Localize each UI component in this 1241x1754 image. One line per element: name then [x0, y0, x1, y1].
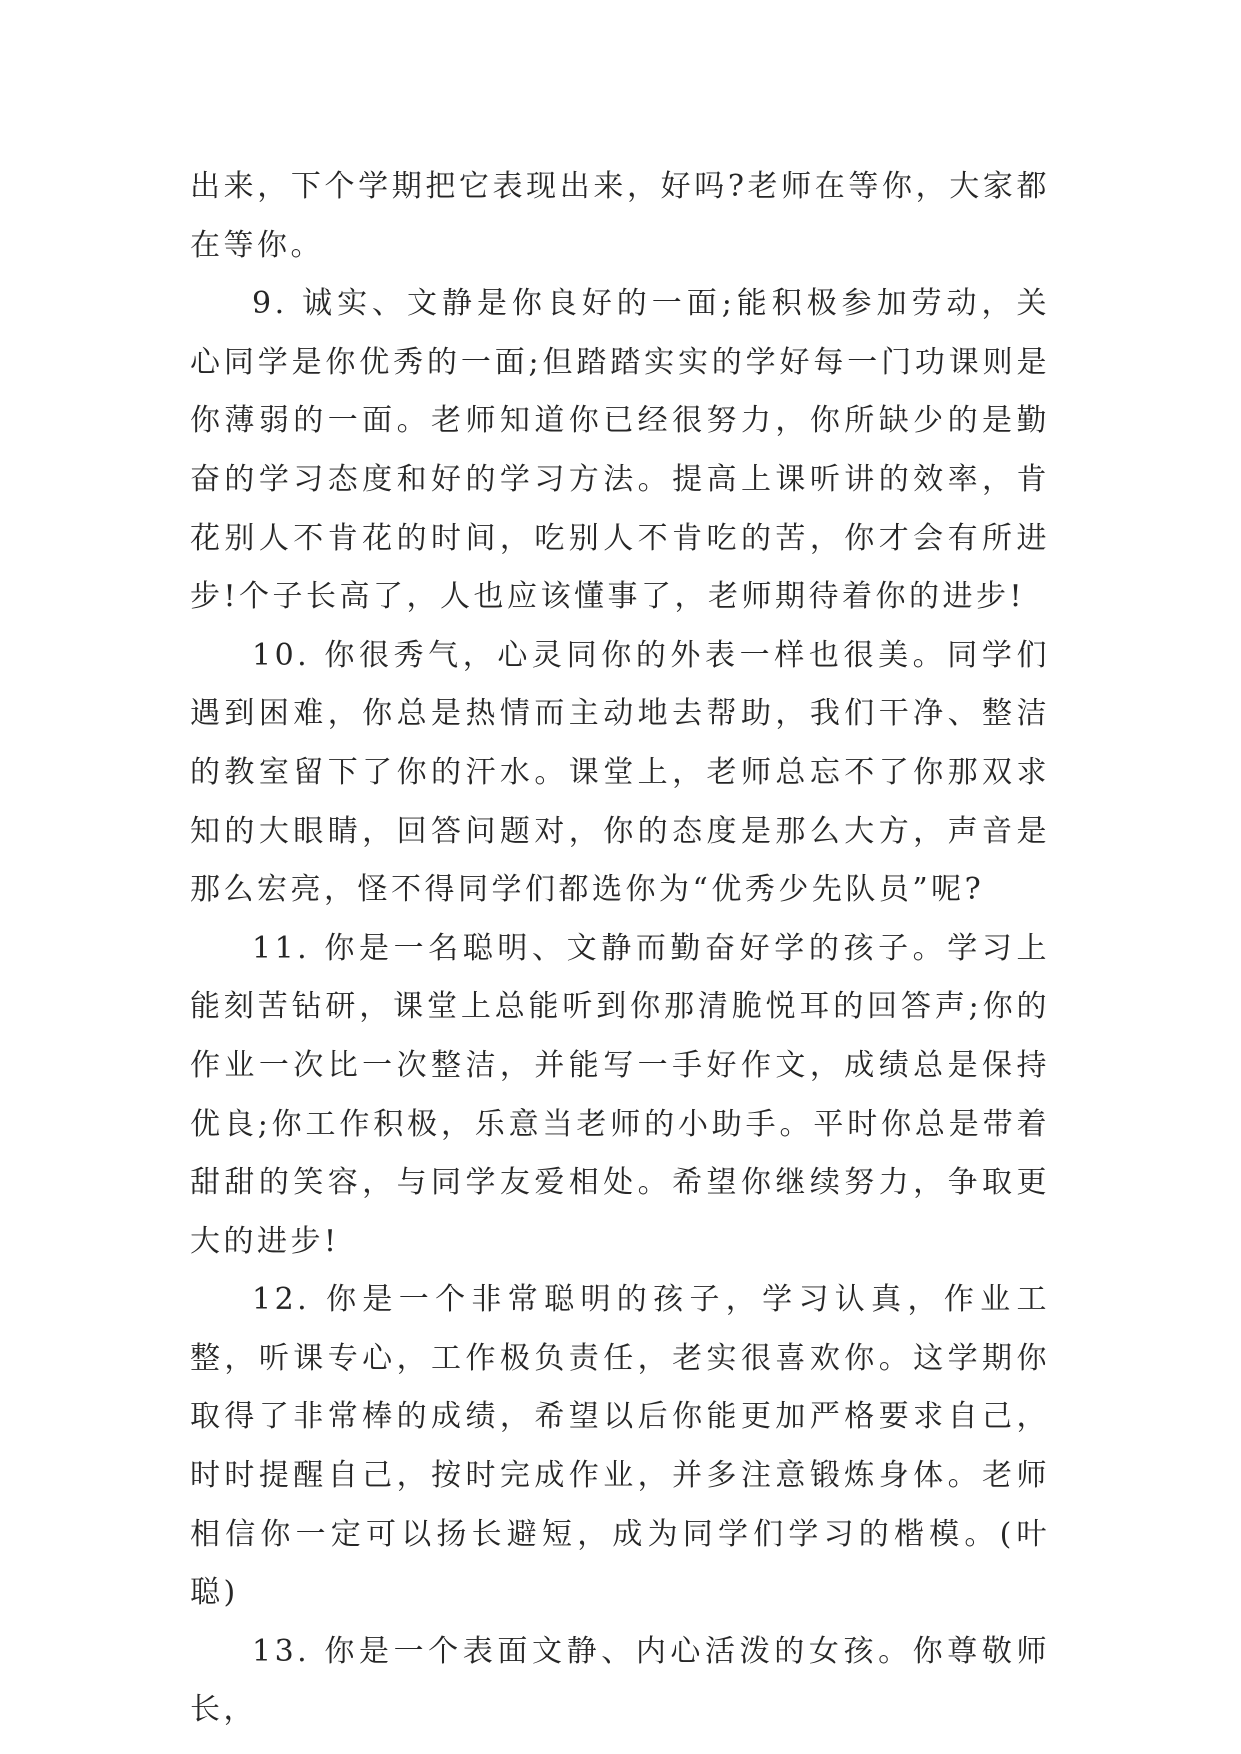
- paragraph-continued: 出来，下个学期把它表现出来，好吗?老师在等你，大家都在等你。: [190, 169, 1050, 263]
- paragraph-comment-13: 13. 你是一个表面文静、内心活泼的女孩。你尊敬师长，: [190, 1633, 1050, 1728]
- document-body: [190, 158, 1050, 1740]
- paragraph-comment-9: 9. 诚实、文静是你良好的一面;能积极参加劳动，关心同学是你优秀的一面;但踏踏实实的学好每一门功课则是你薄弱的一面。老师知道你已经很努力，你所缺少的是勤奋的学习态度和好的学习方法。提高上课听讲的效率，肯花别人不肯花的时间，吃别人不肯吃的苦，你才会有所进步!个子长高了，人也应该懂事了，老师期待着你的进步!: [190, 286, 1050, 615]
- paragraph-comment-11: 11. 你是一名聪明、文静而勤奋好学的孩子。学习上能刻苦钻研，课堂上总能听到你那清脆悦耳的回答声;你的作业一次比一次整洁，并能写一手好作文，成绩总是保持优良;你工作积极，乐意当老师的小助手。平时你总是带着甜甜的笑容，与同学友爱相处。希望你继续努力，争取更大的进步!: [190, 930, 1050, 1259]
- paragraph-comment-12: 12. 你是一个非常聪明的孩子，学习认真，作业工整，听课专心，工作极负责任，老实很喜欢你。这学期你取得了非常棒的成绩，希望以后你能更加严格要求自己，时时提醒自己，按时完成作业，并多注意锻炼身体。老师相信你一定可以扬长避短，成为同学们学习的楷模。(叶聪): [190, 1282, 1050, 1611]
- paragraph-comment-10: 10. 你很秀气，心灵同你的外表一样也很美。同学们遇到困难，你总是热情而主动地去帮助，我们干净、整洁的教室留下了你的汗水。课堂上，老师总忘不了你那双求知的大眼睛，回答问题对，你的态度是那么大方，声音是那么宏亮，怪不得同学们都选你为“优秀少先队员”呢?: [190, 637, 1050, 908]
